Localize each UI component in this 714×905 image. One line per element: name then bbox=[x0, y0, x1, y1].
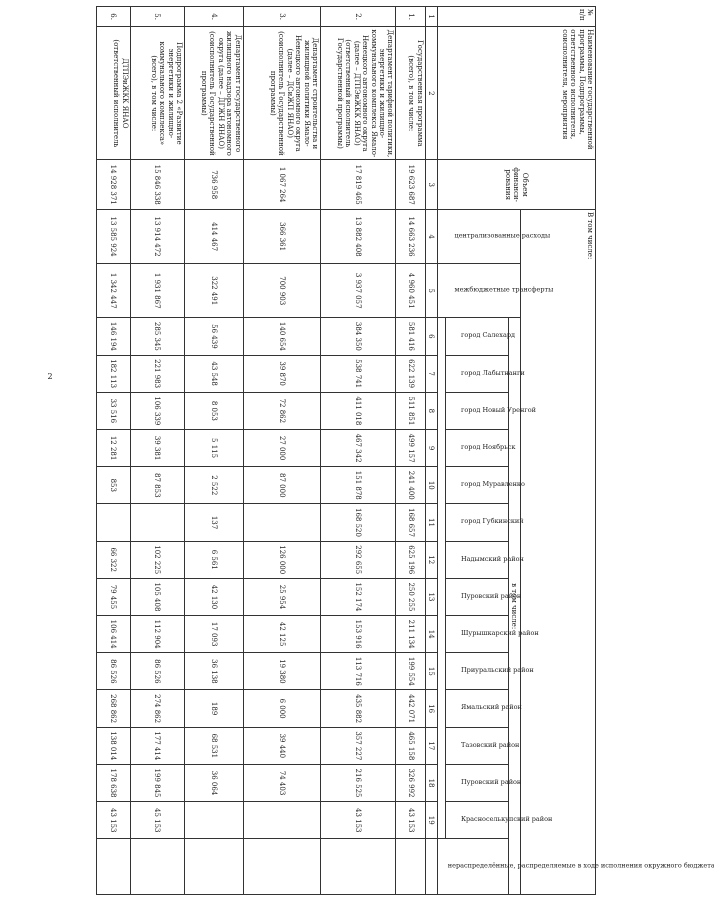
col-number: 15 bbox=[425, 653, 437, 690]
cell: 72 862 bbox=[243, 392, 320, 429]
cell: 581 416 bbox=[396, 318, 425, 355]
header-mun-9: Шурышкарский район bbox=[445, 616, 508, 653]
cell: 168 520 bbox=[321, 504, 396, 541]
cell bbox=[97, 839, 131, 895]
cell: 700 903 bbox=[243, 264, 320, 318]
cell: 1 931 867 bbox=[130, 264, 184, 318]
table-row bbox=[130, 7, 184, 895]
cell: 140 654 bbox=[243, 318, 320, 355]
cell: 625 196 bbox=[396, 541, 425, 578]
cell bbox=[243, 839, 320, 895]
cell: 25 954 bbox=[243, 578, 320, 615]
col-number bbox=[425, 839, 437, 895]
header-mun-13: Пуровский район bbox=[445, 764, 508, 801]
cell: 112 904 bbox=[130, 616, 184, 653]
row-name: Департамент строительства и жилищной политики Ямало-Ненецкого автономного округа (далее – ДСиЖП ЯНАО) (соисполнитель Государственной программы) bbox=[243, 27, 320, 160]
cell: 442 071 bbox=[396, 690, 425, 727]
cell: 19 623 687 bbox=[396, 160, 425, 210]
cell: 414 467 bbox=[185, 210, 244, 264]
cell: 17 819 465 bbox=[321, 160, 396, 210]
cell: 199 845 bbox=[130, 764, 184, 801]
cell: 177 414 bbox=[130, 727, 184, 764]
cell: 43 548 bbox=[185, 355, 244, 392]
cell bbox=[396, 839, 425, 895]
cell: 274 862 bbox=[130, 690, 184, 727]
cell: 326 992 bbox=[396, 764, 425, 801]
col-number: 3 bbox=[425, 160, 437, 210]
col-number: 4 bbox=[425, 210, 437, 264]
cell: 152 174 bbox=[321, 578, 396, 615]
cell: 66 322 bbox=[97, 541, 131, 578]
cell: 146 194 bbox=[97, 318, 131, 355]
cell: 199 554 bbox=[396, 653, 425, 690]
table-row bbox=[396, 7, 425, 895]
header-mun-2: город Лабытнанги bbox=[445, 355, 508, 392]
col-number: 11 bbox=[425, 504, 437, 541]
table-row bbox=[97, 7, 131, 895]
cell: 221 983 bbox=[130, 355, 184, 392]
cell: 14 928 371 bbox=[97, 160, 131, 210]
cell: 56 439 bbox=[185, 318, 244, 355]
cell: 13 914 472 bbox=[130, 210, 184, 264]
header-incl: в том числе: bbox=[508, 318, 520, 895]
header-intergov: межбюджетные трансферты bbox=[437, 264, 520, 318]
header-mun-14: Красноселькупский район bbox=[445, 802, 508, 839]
col-number: 9 bbox=[425, 429, 437, 466]
cell: 357 227 bbox=[321, 727, 396, 764]
header-mun-12: Тазовский район bbox=[445, 727, 508, 764]
cell: 8 053 bbox=[185, 392, 244, 429]
header-total: Объем финанси-рования bbox=[437, 160, 595, 210]
col-number: 16 bbox=[425, 690, 437, 727]
cell: 4 960 451 bbox=[396, 264, 425, 318]
cell: 39 870 bbox=[243, 355, 320, 392]
cell: 15 846 338 bbox=[130, 160, 184, 210]
cell: 102 225 bbox=[130, 541, 184, 578]
col-number: 6 bbox=[425, 318, 437, 355]
cell: 1 067 264 bbox=[243, 160, 320, 210]
cell: 853 bbox=[97, 467, 131, 504]
cell: 87 853 bbox=[130, 467, 184, 504]
header-centralized: централизованные расходы bbox=[437, 210, 520, 264]
cell: 36 064 bbox=[185, 764, 244, 801]
cell: 106 339 bbox=[130, 392, 184, 429]
cell: 250 255 bbox=[396, 578, 425, 615]
funding-table bbox=[96, 6, 714, 895]
header-mun-7: Надымский район bbox=[445, 541, 508, 578]
col-number: 5 bbox=[425, 264, 437, 318]
cell: 366 361 bbox=[243, 210, 320, 264]
page-number: 2 bbox=[47, 372, 53, 381]
row-name: Департамент государственного жилищного надзора автономного округа (далее – ДГЖН ЯНАО) (соисполнитель Государственной программы) bbox=[185, 27, 244, 160]
cell: 322 491 bbox=[185, 264, 244, 318]
table-row bbox=[243, 7, 320, 895]
header-mun-1: город Салехард bbox=[445, 318, 508, 355]
cell: 6 000 bbox=[243, 690, 320, 727]
cell: 216 525 bbox=[321, 764, 396, 801]
col-number: 2 bbox=[425, 27, 437, 160]
cell: 13 882 408 bbox=[321, 210, 396, 264]
cell bbox=[97, 504, 131, 541]
cell: 17 093 bbox=[185, 616, 244, 653]
header-mun-3: город Новый Уренгой bbox=[445, 392, 508, 429]
cell: 27 000 bbox=[243, 429, 320, 466]
row-num: 4. bbox=[185, 7, 244, 27]
cell: 86 526 bbox=[130, 653, 184, 690]
cell: 285 345 bbox=[130, 318, 184, 355]
cell: 138 014 bbox=[97, 727, 131, 764]
cell: 86 526 bbox=[97, 653, 131, 690]
col-number: 17 bbox=[425, 727, 437, 764]
cell: 465 158 bbox=[396, 727, 425, 764]
col-number: 19 bbox=[425, 802, 437, 839]
cell bbox=[185, 802, 244, 839]
cell: 499 157 bbox=[396, 429, 425, 466]
row-num: 1. bbox=[396, 7, 425, 27]
cell: 39 440 bbox=[243, 727, 320, 764]
cell: 384 350 bbox=[321, 318, 396, 355]
cell: 6 561 bbox=[185, 541, 244, 578]
row-num: 2. bbox=[321, 7, 396, 27]
cell: 74 403 bbox=[243, 764, 320, 801]
cell: 241 400 bbox=[396, 467, 425, 504]
table-row bbox=[321, 7, 396, 895]
cell bbox=[243, 802, 320, 839]
cell: 182 113 bbox=[97, 355, 131, 392]
col-number: 13 bbox=[425, 578, 437, 615]
col-number: 10 bbox=[425, 467, 437, 504]
cell: 106 414 bbox=[97, 616, 131, 653]
cell: 538 741 bbox=[321, 355, 396, 392]
cell: 467 342 bbox=[321, 429, 396, 466]
cell: 268 862 bbox=[97, 690, 131, 727]
cell: 3 937 057 bbox=[321, 264, 396, 318]
cell: 14 663 236 bbox=[396, 210, 425, 264]
cell: 33 516 bbox=[97, 392, 131, 429]
cell bbox=[321, 839, 396, 895]
header-mun-5: город Муравленко bbox=[445, 467, 508, 504]
cell: 211 134 bbox=[396, 616, 425, 653]
cell bbox=[130, 504, 184, 541]
row-name: Департамент тарифной политики, энергетики и жилищно-коммунального комплекса Ямало-Ненецкого автономного округа (далее – ДТПЭиЖКК ЯНАО) (ответственный исполнитель Государственной программы) bbox=[321, 27, 396, 160]
cell: 45 153 bbox=[130, 802, 184, 839]
cell: 178 638 bbox=[97, 764, 131, 801]
rotated-table-container bbox=[96, 6, 714, 895]
cell: 411 018 bbox=[321, 392, 396, 429]
header-in-total: В том числе: bbox=[520, 210, 595, 895]
header-mun-6: город Губкинский bbox=[445, 504, 508, 541]
cell: 126 000 bbox=[243, 541, 320, 578]
cell: 43 153 bbox=[321, 802, 396, 839]
row-num: 5. bbox=[130, 7, 184, 27]
cell: 511 851 bbox=[396, 392, 425, 429]
cell: 36 138 bbox=[185, 653, 244, 690]
header-unallocated: нераспределённые, распределяемые в ходе исполнения окружного бюджета bbox=[437, 839, 508, 895]
header-mun-10: Приуральский район bbox=[445, 653, 508, 690]
row-name: ДТПЭиЖКК ЯНАО (ответственный исполнитель bbox=[97, 27, 131, 160]
cell: 43 153 bbox=[396, 802, 425, 839]
cell: 79 455 bbox=[97, 578, 131, 615]
cell: 736 958 bbox=[185, 160, 244, 210]
header-num: № п/п bbox=[437, 7, 595, 27]
header-mun-4: город Ноябрьск bbox=[445, 429, 508, 466]
cell bbox=[130, 839, 184, 895]
header-mun-8: Пуровский район bbox=[445, 578, 508, 615]
col-number: 14 bbox=[425, 616, 437, 653]
cell: 137 bbox=[185, 504, 244, 541]
header-spacer bbox=[437, 318, 445, 839]
header-name: Наименование государственной программы, Подпрограммы, ответственного исполнителя, соисполнителя, мероприятия bbox=[437, 27, 595, 160]
cell: 292 655 bbox=[321, 541, 396, 578]
cell: 13 585 924 bbox=[97, 210, 131, 264]
col-number: 12 bbox=[425, 541, 437, 578]
cell: 168 657 bbox=[396, 504, 425, 541]
col-number: 8 bbox=[425, 392, 437, 429]
col-number: 7 bbox=[425, 355, 437, 392]
col-number: 18 bbox=[425, 764, 437, 801]
cell: 622 139 bbox=[396, 355, 425, 392]
cell: 39 381 bbox=[130, 429, 184, 466]
row-num: 6. bbox=[97, 7, 131, 27]
row-name: Государственная программа (всего), в том числе: bbox=[396, 27, 425, 160]
cell: 12 281 bbox=[97, 429, 131, 466]
col-number: 1 bbox=[425, 7, 437, 27]
cell: 42 130 bbox=[185, 578, 244, 615]
header-mun-11: Ямальский район bbox=[445, 690, 508, 727]
cell: 113 716 bbox=[321, 653, 396, 690]
cell: 189 bbox=[185, 690, 244, 727]
cell: 105 408 bbox=[130, 578, 184, 615]
cell bbox=[185, 839, 244, 895]
cell: 2 522 bbox=[185, 467, 244, 504]
cell: 1 342 447 bbox=[97, 264, 131, 318]
cell: 42 125 bbox=[243, 616, 320, 653]
row-name: Подпрограмма 2 «Развитие энергетики и жилищно-коммунального комплекса» (всего), в том числе: bbox=[130, 27, 184, 160]
cell: 19 380 bbox=[243, 653, 320, 690]
cell: 87 000 bbox=[243, 467, 320, 504]
cell: 153 916 bbox=[321, 616, 396, 653]
row-num: 3. bbox=[243, 7, 320, 27]
cell: 43 153 bbox=[97, 802, 131, 839]
cell: 68 531 bbox=[185, 727, 244, 764]
table-row bbox=[185, 7, 244, 895]
cell: 151 878 bbox=[321, 467, 396, 504]
cell: 435 882 bbox=[321, 690, 396, 727]
cell bbox=[243, 504, 320, 541]
cell: 5 115 bbox=[185, 429, 244, 466]
